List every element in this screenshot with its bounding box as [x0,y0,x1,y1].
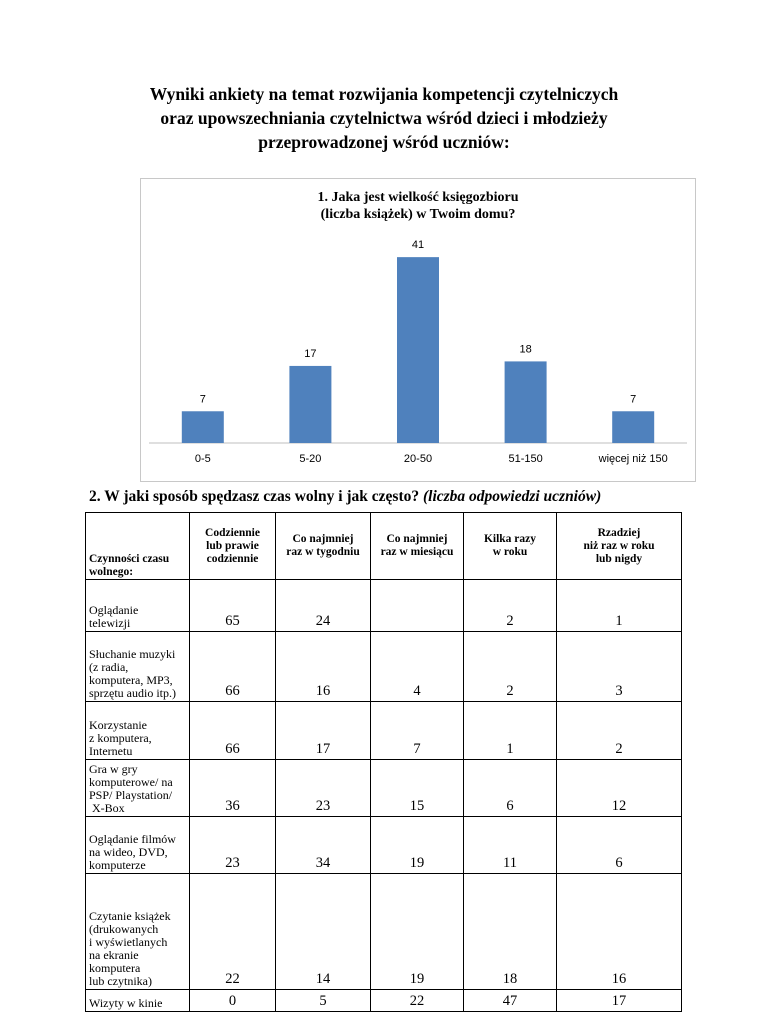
value-cell [371,817,464,874]
cell-value: 1 [615,613,623,629]
header-line: Codziennie [205,526,260,539]
cell-value: 19 [409,855,425,871]
section-2-note: (liczba odpowiedzi uczniów) [422,488,602,505]
cell-value: 2 [506,683,514,699]
cell-value: 7 [413,741,421,757]
cell-value: 47 [502,993,518,1009]
cell-value: 16 [315,683,331,699]
value-cell [276,817,371,874]
cell-value: 66 [225,683,240,699]
cell-value: 17 [611,993,627,1009]
header-line: Co najmniej [386,533,448,545]
value-cell [557,874,682,990]
table-row [86,874,682,990]
activity-line: komputera [89,961,141,975]
header-line: lub prawie [206,539,259,552]
cell-value: 12 [611,798,627,814]
activity-cell [86,760,190,817]
value-cell [276,760,371,817]
table-row [86,580,682,632]
x-tick-label: 51-150 [508,453,543,465]
header-line: raz w miesiącu [380,546,454,558]
value-cell [190,990,276,1012]
data-label: 41 [411,239,425,252]
value-cell [371,760,464,817]
data-label: 7 [199,393,206,406]
cell-value: 36 [225,798,240,814]
activity-line: z komputera, [89,731,152,745]
header-column-text [190,527,275,566]
cell-value: 22 [225,971,240,987]
value-cell [557,990,682,1012]
cell-value: 16 [611,971,627,987]
cell-value: 5 [319,993,327,1009]
cell-value: 2 [615,741,623,757]
header-line: raz w tygodniu [286,546,360,558]
activity-cell [86,817,190,874]
value-cell [276,632,371,702]
data-label: 7 [630,393,637,406]
x-tick-label: 5-20 [299,453,322,465]
activity-cell [86,702,190,760]
heading-line-1: Wyniki ankiety na temat rozwijania kompetencji czytelniczych [149,84,619,104]
chart-title-line-2: (liczba książek) w Twoim domu? [320,207,516,222]
value-cell [190,702,276,760]
cell-value: 66 [225,741,240,757]
activity-line: PSP/ Playstation/ [89,788,173,802]
header-column-1 [190,513,276,580]
header-line: Kilka razy [483,533,537,545]
cell-value: 2 [506,613,514,629]
activity-line: Wizyty w kinie [89,996,163,1010]
value-cell [557,760,682,817]
value-cell [464,580,557,632]
activity-line: X-Box [89,801,125,815]
value-cell [557,632,682,702]
header-column-3 [371,513,464,580]
cell-value: 11 [503,855,517,871]
value-cell [190,817,276,874]
table-row [86,990,682,1012]
document-heading [100,82,668,154]
heading-line-3: przeprowadzonej wśród uczniów: [258,132,510,152]
cell-value: 3 [615,683,623,699]
value-cell [371,874,464,990]
activity-line: sprzętu audio itp.) [89,686,176,700]
header-column-4 [464,513,557,580]
cell-value: 24 [315,613,331,629]
value-cell [557,580,682,632]
header-line: Rzadziej [597,526,641,539]
value-cell [464,817,557,874]
cell-value: 34 [315,855,331,871]
header-line: w roku [492,546,528,558]
header-line: codziennie [206,552,259,565]
cell-value: 18 [502,971,518,987]
value-cell [557,817,682,874]
data-label: 18 [519,343,532,356]
bar [612,411,654,443]
header-column-text [371,533,463,559]
value-cell [464,632,557,702]
cell-value: 23 [315,798,331,814]
cell-value: 1 [506,741,514,757]
bar [182,411,224,443]
activity-line: Czytanie książek [89,909,171,923]
value-cell [371,580,464,632]
bar-chart [140,178,696,482]
value-cell [190,874,276,990]
header-line: Co najmniej [292,533,354,545]
table-header-row [86,513,682,580]
value-cell [371,632,464,702]
activity-line: telewizji [89,616,131,630]
bar [289,366,331,443]
header-column-2 [276,513,371,580]
activity-line: na ekranie [89,948,139,962]
activity-line: Oglądanie filmów [89,832,176,846]
activity-line: na wideo, DVD, [89,845,168,859]
header-column-text [464,533,556,559]
cell-value: 17 [315,741,331,757]
heading-line-2: oraz upowszechniania czytelnictwa wśród dzieci i młodzieży [160,108,608,128]
cell-value: 4 [413,683,421,699]
header-line: niż raz w roku [583,539,655,552]
cell-value: 19 [409,971,425,987]
activity-line: lub czytnika) [89,974,152,988]
table-row [86,702,682,760]
activity-line: komputera, MP3, [89,673,173,687]
x-tick-label: 20-50 [403,453,433,465]
x-tick-label: 0-5 [194,453,211,465]
cell-value: 14 [315,971,331,987]
activity-line: i wyświetlanych [89,935,168,949]
cell-value: 22 [409,993,425,1009]
header-column-text [557,527,681,566]
value-cell [464,874,557,990]
activity-cell [86,632,190,702]
activity-line: komputerze [89,858,146,872]
value-cell [371,990,464,1012]
header-line: lub nigdy [595,552,643,565]
chart-plot [141,179,695,481]
free-time-table [85,512,682,1012]
activity-line: komputerowe/ na [89,775,173,789]
value-cell [190,760,276,817]
value-cell [557,702,682,760]
activity-cell [86,580,190,632]
activity-cell [86,874,190,990]
cell-value: 6 [615,855,623,871]
table-body [86,580,682,1012]
activity-line: Gra w gry [89,762,138,776]
activity-line: Oglądanie [89,603,139,617]
header-activities-label: Czynności czasu wolnego: [89,553,170,578]
bar [505,361,547,443]
table-row [86,632,682,702]
value-cell [464,760,557,817]
cell-value: 15 [409,798,425,814]
header-column-text [276,533,370,559]
value-cell [276,702,371,760]
value-cell [464,990,557,1012]
cell-value: 23 [225,855,240,871]
bar [397,257,439,443]
cell-value: 65 [225,613,240,629]
section-2-question: 2. W jaki sposób spędzasz czas wolny i jak często? [89,488,420,505]
activity-line: (drukowanych [89,922,159,936]
value-cell [276,990,371,1012]
table-row [86,817,682,874]
value-cell [190,632,276,702]
x-tick-label: więcej niż 150 [598,453,668,465]
cell-value: 0 [228,993,237,1009]
activity-line: Słuchanie muzyki [89,647,176,661]
value-cell [190,580,276,632]
activity-line: (z radia, [89,660,129,674]
value-cell [276,580,371,632]
section-2-title [89,488,601,506]
header-column-5 [557,513,682,580]
value-cell [371,702,464,760]
activity-line: Korzystanie [89,718,147,732]
value-cell [276,874,371,990]
header-activities [86,513,190,580]
cell-value: 6 [506,798,514,814]
activity-cell [86,990,190,1012]
activity-line: Internetu [89,744,133,758]
value-cell [464,702,557,760]
table-row [86,760,682,817]
chart-title-line-1: 1. Jaka jest wielkość księgozbioru [317,190,519,205]
data-label: 17 [304,347,317,360]
